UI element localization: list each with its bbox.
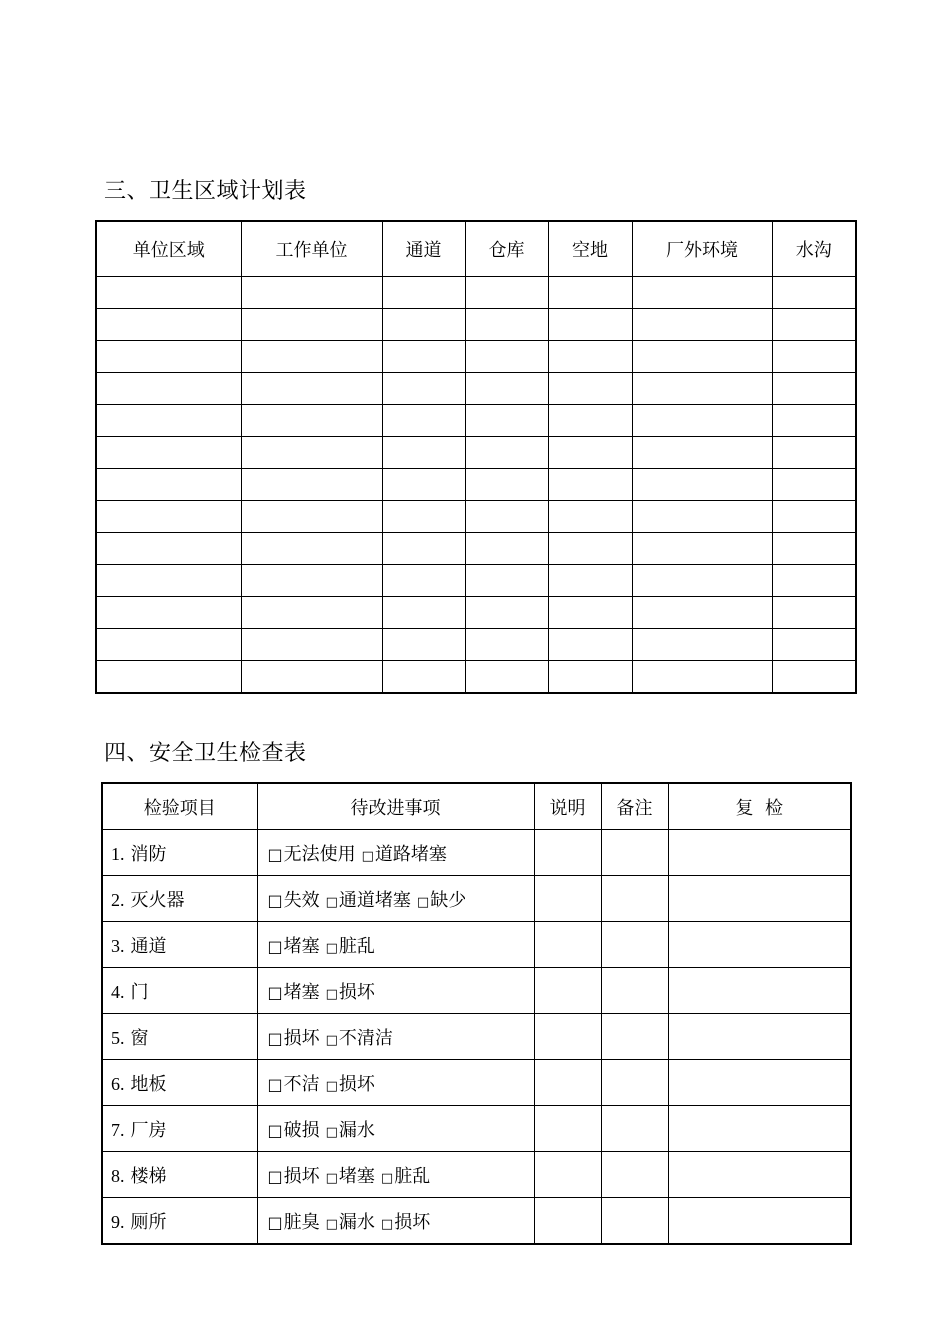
plan-table-cell[interactable]	[382, 629, 465, 661]
inspection-row	[102, 876, 851, 922]
plan-table-cell[interactable]	[548, 597, 632, 629]
header-open-space: 空地	[548, 221, 632, 277]
plan-table-cell[interactable]	[632, 437, 772, 469]
plan-table-cell[interactable]	[548, 437, 632, 469]
plan-table-row	[96, 469, 856, 501]
header-inspection-item: 检验项目	[102, 783, 257, 830]
explanation-cell[interactable]	[534, 968, 601, 1014]
plan-table-header-row	[96, 221, 856, 277]
inspection-item-name: 灭火器	[130, 889, 185, 911]
inspection-item-number: 3.	[111, 935, 125, 956]
inspection-row	[102, 1198, 851, 1245]
checkbox-option-label: 道路堵塞	[374, 843, 447, 865]
plan-table-row	[96, 629, 856, 661]
checkbox-icon[interactable]: □	[361, 848, 374, 864]
checkbox-icon[interactable]: □	[267, 1028, 283, 1048]
plan-table-cell[interactable]	[96, 469, 241, 501]
inspection-item-cell	[102, 1014, 257, 1060]
inspection-row	[102, 830, 851, 876]
explanation-cell[interactable]	[534, 830, 601, 876]
checkbox-icon[interactable]: □	[325, 940, 338, 956]
checkbox-option-label: 堵塞	[283, 981, 320, 1003]
inspection-item-cell	[102, 1106, 257, 1152]
plan-table-row	[96, 565, 856, 597]
plan-table-cell[interactable]	[382, 533, 465, 565]
checkbox-icon[interactable]: □	[267, 890, 283, 910]
plan-table-cell[interactable]	[241, 629, 382, 661]
inspection-item-cell	[102, 968, 257, 1014]
plan-table-cell[interactable]	[241, 469, 382, 501]
recheck-cell[interactable]	[668, 922, 851, 968]
checkbox-option-label: 缺少	[430, 889, 467, 911]
inspection-item-cell	[102, 922, 257, 968]
plan-table-cell[interactable]	[96, 597, 241, 629]
checkbox-option-label: 损坏	[283, 1027, 320, 1049]
plan-table-cell[interactable]	[632, 373, 772, 405]
plan-table-cell[interactable]	[548, 661, 632, 694]
header-explanation: 说明	[534, 783, 601, 830]
plan-table-row	[96, 597, 856, 629]
checkbox-option-label: 损坏	[394, 1211, 431, 1233]
checkbox-option-label: 堵塞	[338, 1165, 375, 1187]
plan-table-cell[interactable]	[772, 629, 856, 661]
plan-table-cell[interactable]	[548, 501, 632, 533]
checkbox-icon[interactable]: □	[380, 1216, 394, 1232]
plan-table-cell[interactable]	[632, 565, 772, 597]
checkbox-icon[interactable]: □	[267, 1074, 283, 1094]
plan-table-cell[interactable]	[772, 405, 856, 437]
inspection-item-name: 厕所	[130, 1211, 167, 1233]
checkbox-option-label: 损坏	[338, 981, 375, 1003]
plan-table-cell[interactable]	[382, 405, 465, 437]
plan-table-cell[interactable]	[241, 565, 382, 597]
plan-table-cell[interactable]	[772, 565, 856, 597]
plan-table-cell[interactable]	[632, 309, 772, 341]
inspection-table-title: 四、安全卫生检查表	[104, 741, 307, 766]
inspection-row	[102, 1106, 851, 1152]
plan-table-cell[interactable]	[465, 661, 548, 694]
plan-table-cell[interactable]	[465, 277, 548, 309]
plan-table-row	[96, 277, 856, 309]
plan-table-cell[interactable]	[96, 629, 241, 661]
remarks-cell[interactable]	[601, 1152, 668, 1198]
improvement-options-cell	[257, 1106, 534, 1152]
checkbox-option-label: 漏水	[338, 1119, 375, 1141]
plan-table-cell[interactable]	[772, 373, 856, 405]
plan-table-cell[interactable]	[632, 533, 772, 565]
recheck-cell[interactable]	[668, 1060, 851, 1106]
improvement-options-cell	[257, 830, 534, 876]
plan-table-cell[interactable]	[96, 373, 241, 405]
plan-table-cell[interactable]	[465, 437, 548, 469]
improvement-options-cell	[257, 1198, 534, 1245]
plan-table-row	[96, 341, 856, 373]
plan-table-title: 三、卫生区域计划表	[104, 179, 307, 204]
remarks-cell[interactable]	[601, 830, 668, 876]
plan-table-row	[96, 533, 856, 565]
plan-table-cell[interactable]	[465, 501, 548, 533]
plan-table-cell[interactable]	[548, 469, 632, 501]
recheck-cell[interactable]	[668, 968, 851, 1014]
plan-table-cell[interactable]	[96, 533, 241, 565]
plan-table-cell[interactable]	[465, 597, 548, 629]
plan-table-cell[interactable]	[632, 629, 772, 661]
remarks-cell[interactable]	[601, 1014, 668, 1060]
checkbox-icon[interactable]: □	[325, 1216, 338, 1232]
plan-table-cell[interactable]	[465, 405, 548, 437]
checkbox-option-label: 脏乱	[394, 1165, 431, 1187]
plan-table-cell[interactable]	[96, 309, 241, 341]
plan-table-cell[interactable]	[241, 341, 382, 373]
plan-table-cell[interactable]	[772, 501, 856, 533]
plan-table-cell[interactable]	[382, 661, 465, 694]
inspection-item-number: 8.	[111, 1165, 125, 1186]
plan-table-row	[96, 373, 856, 405]
checkbox-icon[interactable]: □	[416, 894, 430, 910]
improvement-options-cell	[257, 1060, 534, 1106]
inspection-item-name: 地板	[130, 1073, 167, 1095]
plan-table-cell[interactable]	[548, 629, 632, 661]
remarks-cell[interactable]	[601, 1106, 668, 1152]
plan-table-cell[interactable]	[96, 341, 241, 373]
checkbox-icon[interactable]: □	[325, 1170, 338, 1186]
inspection-row	[102, 1152, 851, 1198]
header-passage: 通道	[382, 221, 465, 277]
checkbox-option-label: 损坏	[338, 1073, 375, 1095]
inspection-item-name: 窗	[130, 1027, 149, 1049]
remarks-cell[interactable]	[601, 922, 668, 968]
inspection-item-name: 消防	[130, 843, 167, 865]
inspection-item-cell	[102, 830, 257, 876]
header-items-to-improve: 待改进事项	[257, 783, 534, 830]
checkbox-icon[interactable]: □	[267, 936, 283, 956]
inspection-row	[102, 1014, 851, 1060]
plan-table-cell[interactable]	[96, 501, 241, 533]
plan-table-cell[interactable]	[96, 277, 241, 309]
checkbox-icon[interactable]: □	[325, 1124, 338, 1140]
plan-table-cell[interactable]	[382, 309, 465, 341]
plan-table-cell[interactable]	[772, 309, 856, 341]
improvement-options-cell	[257, 968, 534, 1014]
plan-table-cell[interactable]	[772, 341, 856, 373]
inspection-header-row	[102, 783, 851, 830]
plan-table-cell[interactable]	[548, 405, 632, 437]
checkbox-icon[interactable]: □	[267, 1166, 283, 1186]
plan-table-cell[interactable]	[772, 597, 856, 629]
plan-table-row	[96, 437, 856, 469]
checkbox-option-label: 不清洁	[338, 1027, 393, 1049]
inspection-item-number: 7.	[111, 1119, 125, 1140]
header-remarks: 备注	[601, 783, 668, 830]
plan-table-cell[interactable]	[382, 501, 465, 533]
inspection-item-cell	[102, 1060, 257, 1106]
remarks-cell[interactable]	[601, 1060, 668, 1106]
checkbox-option-label: 损坏	[283, 1165, 320, 1187]
recheck-cell[interactable]	[668, 876, 851, 922]
plan-table-cell[interactable]	[548, 565, 632, 597]
plan-table-cell[interactable]	[382, 565, 465, 597]
plan-table-cell[interactable]	[548, 341, 632, 373]
improvement-options-cell	[257, 1152, 534, 1198]
plan-table-cell[interactable]	[382, 469, 465, 501]
checkbox-icon[interactable]: □	[267, 1212, 283, 1232]
inspection-item-cell	[102, 1152, 257, 1198]
plan-table-row	[96, 661, 856, 694]
plan-table-cell[interactable]	[632, 661, 772, 694]
plan-table-cell[interactable]	[632, 469, 772, 501]
remarks-cell[interactable]	[601, 876, 668, 922]
improvement-options-cell	[257, 876, 534, 922]
plan-table-cell[interactable]	[632, 405, 772, 437]
plan-table-cell[interactable]	[772, 661, 856, 694]
plan-table-cell[interactable]	[772, 533, 856, 565]
inspection-item-number: 9.	[111, 1211, 125, 1232]
plan-table-cell[interactable]	[772, 469, 856, 501]
remarks-cell[interactable]	[601, 968, 668, 1014]
plan-table-cell[interactable]	[632, 597, 772, 629]
header-warehouse: 仓库	[465, 221, 548, 277]
recheck-cell[interactable]	[668, 830, 851, 876]
improvement-options-cell	[257, 922, 534, 968]
plan-table-row	[96, 405, 856, 437]
inspection-item-number: 1.	[111, 843, 125, 864]
safety-sanitation-inspection-table	[101, 782, 852, 1245]
remarks-cell[interactable]	[601, 1198, 668, 1245]
inspection-item-name: 门	[130, 981, 149, 1003]
checkbox-icon[interactable]: □	[325, 1032, 338, 1048]
inspection-item-number: 6.	[111, 1073, 125, 1094]
plan-table-cell[interactable]	[241, 405, 382, 437]
inspection-item-name: 通道	[130, 935, 167, 957]
recheck-cell[interactable]	[668, 1106, 851, 1152]
checkbox-option-label: 脏乱	[338, 935, 375, 957]
checkbox-icon[interactable]: □	[380, 1170, 394, 1186]
plan-table-cell[interactable]	[632, 501, 772, 533]
checkbox-icon[interactable]: □	[267, 982, 283, 1002]
plan-table-cell[interactable]	[241, 437, 382, 469]
header-outdoor-environment: 厂外环境	[632, 221, 772, 277]
plan-table-cell[interactable]	[382, 341, 465, 373]
checkbox-option-label: 通道堵塞	[338, 889, 411, 911]
inspection-item-cell	[102, 1198, 257, 1245]
plan-table-cell[interactable]	[382, 437, 465, 469]
inspection-item-name: 楼梯	[130, 1165, 167, 1187]
plan-table-cell[interactable]	[241, 309, 382, 341]
plan-table-row	[96, 309, 856, 341]
header-drain: 水沟	[772, 221, 856, 277]
plan-table-cell[interactable]	[465, 309, 548, 341]
explanation-cell[interactable]	[534, 1198, 601, 1245]
plan-table-cell[interactable]	[96, 437, 241, 469]
plan-table-cell[interactable]	[465, 629, 548, 661]
checkbox-option-label: 失效	[283, 889, 320, 911]
plan-table-cell[interactable]	[465, 533, 548, 565]
plan-table-cell[interactable]	[548, 373, 632, 405]
checkbox-option-label: 不洁	[283, 1073, 320, 1095]
plan-table-cell[interactable]	[96, 565, 241, 597]
plan-table-cell[interactable]	[96, 661, 241, 694]
inspection-item-name: 厂房	[130, 1119, 167, 1141]
checkbox-option-label: 破损	[283, 1119, 320, 1141]
checkbox-option-label: 漏水	[338, 1211, 375, 1233]
inspection-row	[102, 968, 851, 1014]
plan-table-cell[interactable]	[241, 501, 382, 533]
plan-table-cell[interactable]	[548, 277, 632, 309]
inspection-item-number: 2.	[111, 889, 125, 910]
plan-table-row	[96, 501, 856, 533]
plan-table-cell[interactable]	[465, 341, 548, 373]
checkbox-icon[interactable]: □	[267, 844, 283, 864]
checkbox-option-label: 无法使用	[283, 843, 356, 865]
recheck-cell[interactable]	[668, 1152, 851, 1198]
recheck-cell[interactable]	[668, 1014, 851, 1060]
explanation-cell[interactable]	[534, 1014, 601, 1060]
plan-table-cell[interactable]	[548, 309, 632, 341]
checkbox-icon[interactable]: □	[267, 1120, 283, 1140]
recheck-cell[interactable]	[668, 1198, 851, 1245]
plan-table-cell[interactable]	[548, 533, 632, 565]
plan-table-cell[interactable]	[465, 565, 548, 597]
plan-table-cell[interactable]	[772, 437, 856, 469]
improvement-options-cell	[257, 1014, 534, 1060]
explanation-cell[interactable]	[534, 876, 601, 922]
inspection-row	[102, 922, 851, 968]
sanitation-area-plan-table	[95, 220, 857, 694]
explanation-cell[interactable]	[534, 1060, 601, 1106]
header-recheck: 复 检	[668, 783, 851, 830]
explanation-cell[interactable]	[534, 922, 601, 968]
plan-table-cell[interactable]	[382, 373, 465, 405]
plan-table-cell[interactable]	[632, 341, 772, 373]
checkbox-icon[interactable]: □	[325, 894, 338, 910]
inspection-item-number: 5.	[111, 1027, 125, 1048]
header-unit-area: 单位区域	[96, 221, 241, 277]
checkbox-icon[interactable]: □	[325, 986, 338, 1002]
plan-table-cell[interactable]	[241, 533, 382, 565]
inspection-item-number: 4.	[111, 981, 125, 1002]
plan-table-cell[interactable]	[241, 597, 382, 629]
inspection-item-cell	[102, 876, 257, 922]
plan-table-cell[interactable]	[465, 373, 548, 405]
plan-table-cell[interactable]	[241, 373, 382, 405]
explanation-cell[interactable]	[534, 1152, 601, 1198]
plan-table-cell[interactable]	[382, 277, 465, 309]
plan-table-cell[interactable]	[241, 277, 382, 309]
checkbox-option-label: 脏臭	[283, 1211, 320, 1233]
checkbox-option-label: 堵塞	[283, 935, 320, 957]
explanation-cell[interactable]	[534, 1106, 601, 1152]
plan-table-cell[interactable]	[382, 597, 465, 629]
plan-table-cell[interactable]	[241, 661, 382, 694]
plan-table-cell[interactable]	[96, 405, 241, 437]
checkbox-icon[interactable]: □	[325, 1078, 338, 1094]
plan-table-cell[interactable]	[632, 277, 772, 309]
inspection-row	[102, 1060, 851, 1106]
plan-table-cell[interactable]	[465, 469, 548, 501]
header-work-unit: 工作单位	[241, 221, 382, 277]
plan-table-cell[interactable]	[772, 277, 856, 309]
